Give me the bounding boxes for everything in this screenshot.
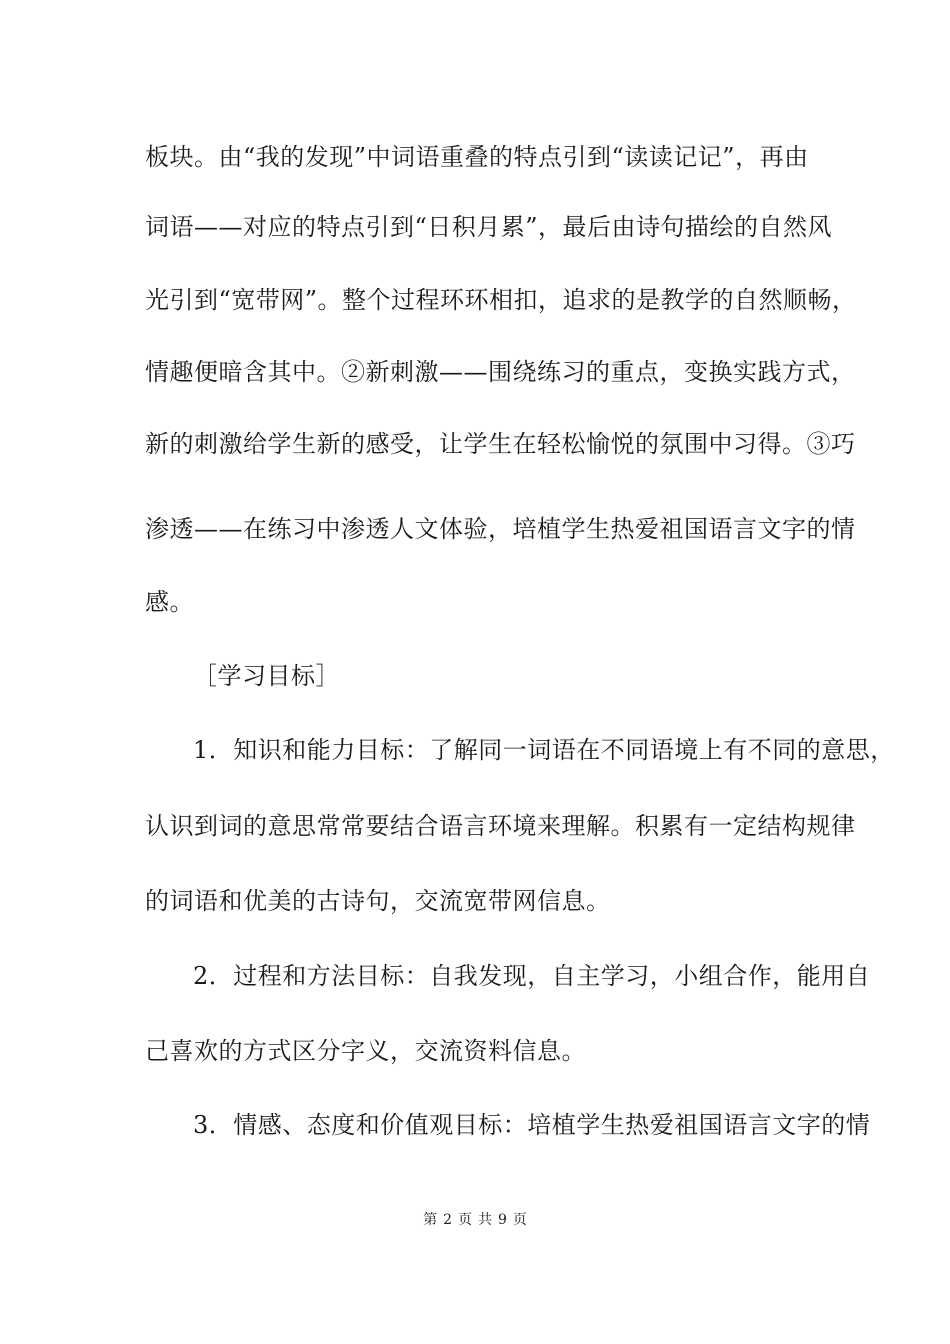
body-text-line: 渗透——在练习中渗透人文体验，培植学生热爱祖国语言文字的情 bbox=[145, 515, 856, 543]
section-heading: ［学习目标］ bbox=[193, 662, 340, 690]
body-text-line: 感。 bbox=[145, 588, 194, 616]
footer-total-prefix: 共 bbox=[478, 1212, 492, 1228]
footer-suffix: 页 bbox=[512, 1212, 527, 1228]
body-text-line: 光引到“宽带网”。整个过程环环相扣，追求的是教学的自然顺畅， bbox=[145, 286, 857, 314]
footer-current-page: 2 bbox=[443, 1212, 452, 1228]
body-text-line: 的词语和优美的古诗句，交流宽带网信息。 bbox=[145, 887, 611, 915]
body-text-line: 板块。由“我的发现”中词语重叠的特点引到“读读记记”，再由 bbox=[145, 143, 809, 171]
footer-total-pages: 9 bbox=[498, 1212, 507, 1228]
body-text-line: 己喜欢的方式区分字义，交流资料信息。 bbox=[145, 1037, 586, 1065]
body-text-line: 2．过程和方法目标：自我发现，自主学习，小组合作，能用自 bbox=[193, 962, 871, 990]
body-text-line: 情趣便暗含其中。②新刺激——围绕练习的重点，变换实践方式， bbox=[145, 358, 856, 386]
body-text-line: 1．知识和能力目标：了解同一词语在不同语境上有不同的意思， bbox=[193, 736, 895, 764]
body-text-line: 词语——对应的特点引到“日积月累”，最后由诗句描绘的自然风 bbox=[145, 213, 833, 241]
footer-prefix: 第 bbox=[423, 1212, 438, 1228]
body-text-line: 3．情感、态度和价值观目标：培植学生热爱祖国语言文字的情 bbox=[193, 1111, 871, 1139]
page-footer bbox=[0, 1209, 950, 1229]
body-text-line: 认识到词的意思常常要结合语言环境来理解。积累有一定结构规律 bbox=[145, 812, 856, 840]
body-text-line: 新的刺激给学生新的感受，让学生在轻松愉悦的氛围中习得。③巧 bbox=[145, 430, 856, 458]
footer-page-word: 页 bbox=[458, 1212, 472, 1228]
